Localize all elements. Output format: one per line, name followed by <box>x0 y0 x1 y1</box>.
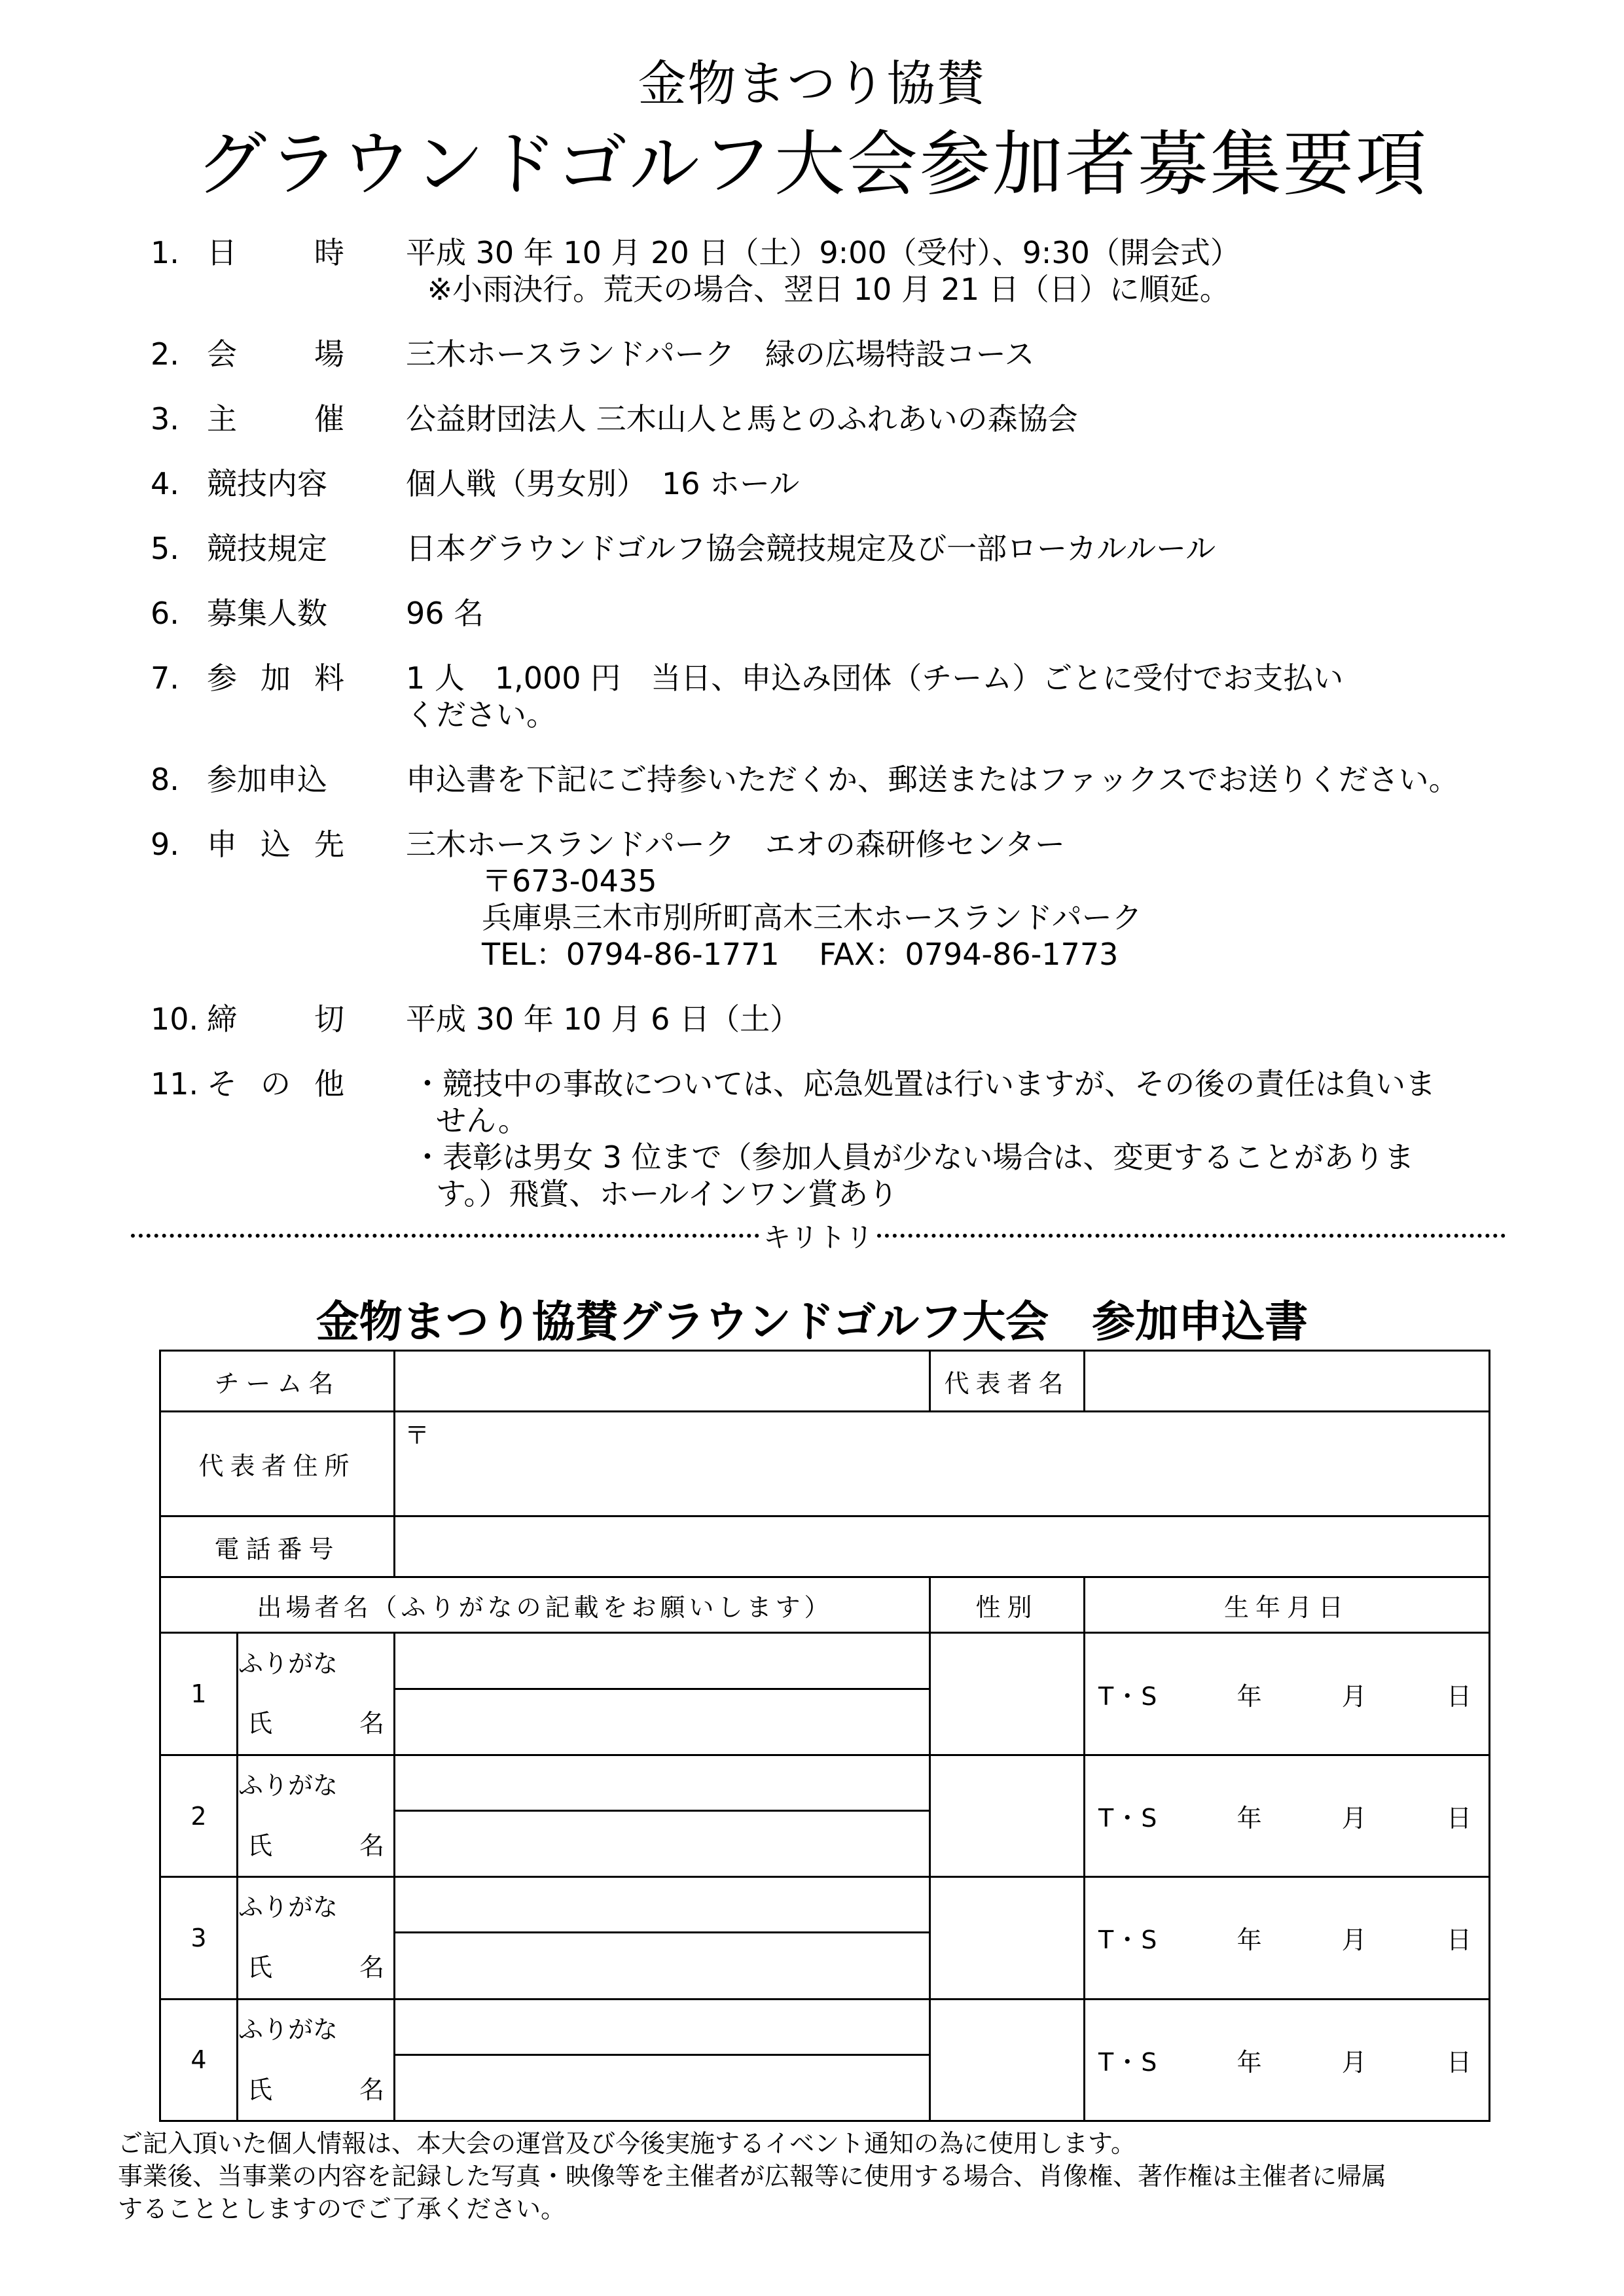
rep-address-label: 代表者住所 <box>160 1412 395 1516</box>
rep-name-field[interactable] <box>1085 1351 1490 1412</box>
name-field[interactable] <box>395 1689 930 1755</box>
form-title: 金物まつり協賛グラウンドゴルフ大会 参加申込書 <box>316 1297 1308 1347</box>
furigana-label: ふりがな <box>238 1999 395 2054</box>
participant-number: 1 <box>160 1633 238 1755</box>
privacy-notice <box>118 2127 1558 2225</box>
era-label: T・S <box>1098 2047 1159 2077</box>
item-number: 6. <box>151 596 179 631</box>
item-content: ・競技中の事故については、応急処置は行いますが、その後の責任は負いま せん。 ・表彰は男女 3 位まで（参加人員が少ない場合は、変更することがありま す。）飛賞、ホールインワン賞あり <box>412 1066 1436 1211</box>
name-field[interactable] <box>395 1933 930 1999</box>
cut-line-label: キリトリ <box>763 1221 874 1253</box>
name-label: 氏 名 <box>238 1933 395 1999</box>
item-label: 競技内容 <box>207 466 327 501</box>
furigana-field[interactable] <box>395 1633 930 1689</box>
day-label: 日 <box>1447 1681 1473 1711</box>
year-label: 年 <box>1236 1681 1263 1711</box>
year-label: 年 <box>1236 1926 1263 1955</box>
era-label: T・S <box>1098 1926 1159 1955</box>
furigana-field[interactable] <box>395 1755 930 1810</box>
item-label: そ の 他 <box>207 1066 344 1102</box>
cut-line <box>131 1216 1506 1255</box>
page-title: グラウンドゴルフ大会参加者募集要項 <box>196 124 1428 206</box>
item-content: 日本グラウンドゴルフ協会競技規定及び一部ローカルルール <box>406 531 1216 566</box>
guideline-item-competition <box>151 465 1558 502</box>
birth-date-field[interactable] <box>1085 1755 1490 1876</box>
name-field[interactable] <box>395 1810 930 1876</box>
item-label: 申 込 先 <box>207 827 344 862</box>
name-label: 氏 名 <box>238 1689 395 1755</box>
name-label: 氏 名 <box>238 2054 395 2121</box>
day-label: 日 <box>1447 1804 1473 1833</box>
item-label: 募集人数 <box>207 596 327 631</box>
item-number: 1. <box>151 235 179 270</box>
team-name-field[interactable] <box>395 1351 930 1412</box>
guideline-list <box>151 234 1558 1240</box>
guideline-item-fee <box>151 660 1558 733</box>
year-label: 年 <box>1236 1804 1263 1833</box>
item-number: 2. <box>151 336 179 372</box>
item-number: 11. <box>151 1066 199 1102</box>
participant-row <box>160 1999 1490 2054</box>
item-number: 7. <box>151 660 179 696</box>
furigana-field[interactable] <box>395 1999 930 2054</box>
privacy-notice-line: 事業後、当事業の内容を記録した写真・映像等を主催者が広報等に使用する場合、肖像権、著作権は主催者に帰属 <box>118 2162 1387 2191</box>
guideline-item-venue <box>151 336 1558 372</box>
item-content: 三木ホースランドパーク 緑の広場特設コース <box>406 336 1035 372</box>
guideline-item-other <box>151 1066 1558 1212</box>
postal-mark: 〒 <box>405 1421 430 1450</box>
item-label: 参加申込 <box>207 762 327 797</box>
item-number: 10. <box>151 1001 199 1037</box>
guideline-item-capacity <box>151 595 1558 632</box>
item-label: 主 催 <box>207 401 344 437</box>
guideline-item-rules <box>151 530 1558 567</box>
rep-name-label: 代表者名 <box>930 1351 1085 1412</box>
furigana-field[interactable] <box>395 1877 930 1933</box>
day-label: 日 <box>1447 2047 1473 2077</box>
participant-header: 出場者名（ふりがなの記載をお願いします） <box>160 1577 930 1633</box>
phone-field[interactable] <box>395 1516 1490 1577</box>
item-label: 会 場 <box>207 336 344 372</box>
guideline-item-contact <box>151 826 1558 973</box>
era-label: T・S <box>1098 1804 1159 1833</box>
month-label: 月 <box>1341 1681 1368 1711</box>
furigana-label: ふりがな <box>238 1633 395 1689</box>
guideline-item-date <box>151 234 1558 308</box>
item-label: 競技規定 <box>207 531 327 566</box>
item-number: 9. <box>151 827 179 862</box>
item-content: 公益財団法人 三木山人と馬とのふれあいの森協会 <box>406 401 1078 437</box>
item-number: 4. <box>151 466 179 501</box>
participant-row <box>160 1755 1490 1810</box>
gender-field[interactable] <box>930 1877 1085 1999</box>
month-label: 月 <box>1341 1804 1368 1833</box>
guideline-item-deadline <box>151 1001 1558 1037</box>
year-label: 年 <box>1236 2047 1263 2077</box>
participant-number: 3 <box>160 1877 238 1999</box>
item-label: 締 切 <box>207 1001 344 1037</box>
name-label: 氏 名 <box>238 1810 395 1876</box>
item-number: 3. <box>151 401 179 437</box>
item-content: 三木ホースランドパーク エオの森研修センター 〒673-0435 兵庫県三木市別所町高木三木ホースランドパーク TEL：0794-86-1771 FAX：0794-86-1773 <box>406 827 1142 972</box>
birth-header: 生年月日 <box>1085 1577 1490 1633</box>
furigana-label: ふりがな <box>238 1877 395 1933</box>
gender-field[interactable] <box>930 1633 1085 1755</box>
furigana-label: ふりがな <box>238 1755 395 1810</box>
month-label: 月 <box>1341 2047 1368 2077</box>
cut-line-dots-right <box>877 1234 1506 1238</box>
gender-field[interactable] <box>930 1999 1085 2121</box>
item-label: 参 加 料 <box>207 660 344 696</box>
item-content: 平成 30 年 10 月 20 日（土）9:00（受付）、9:30（開会式） ※小雨決行。荒天の場合、翌日 10 月 21 日（日）に順延。 <box>406 235 1240 307</box>
item-content: 1 人 1,000 円 当日、申込み団体（チーム）ごとに受付でお支払い ください。 <box>406 660 1344 732</box>
participant-number: 2 <box>160 1755 238 1876</box>
item-content: 申込書を下記にご持参いただくか、郵送またはファックスでお送りください。 <box>406 762 1459 797</box>
guideline-item-organizer <box>151 401 1558 437</box>
era-label: T・S <box>1098 1681 1159 1711</box>
page-subtitle: 金物まつり協賛 <box>638 56 986 112</box>
name-field[interactable] <box>395 2054 930 2121</box>
application-form <box>159 1350 1490 2122</box>
privacy-notice-line: ご記入頂いた個人情報は、本大会の運営及び今後実施するイベント通知の為に使用します。 <box>118 2129 1136 2158</box>
team-name-label: チーム名 <box>160 1351 395 1412</box>
item-content: 個人戦（男女別） 16 ホール <box>406 466 800 501</box>
birth-date-field[interactable] <box>1085 1633 1490 1755</box>
item-number: 8. <box>151 762 179 797</box>
item-number: 5. <box>151 531 179 566</box>
participant-row <box>160 1633 1490 1689</box>
cut-line-dots-left <box>131 1234 759 1238</box>
gender-header: 性別 <box>930 1577 1085 1633</box>
item-content: 96 名 <box>406 596 484 631</box>
participant-row <box>160 1877 1490 1933</box>
item-label: 日 時 <box>207 235 344 270</box>
birth-date-field[interactable] <box>1085 1877 1490 1999</box>
month-label: 月 <box>1341 1926 1368 1955</box>
item-content: 平成 30 年 10 月 6 日（土） <box>406 1001 801 1037</box>
rep-address-field[interactable] <box>395 1412 1490 1516</box>
privacy-notice-line: することとしますのでご了承ください。 <box>118 2195 566 2223</box>
participant-number: 4 <box>160 1999 238 2121</box>
day-label: 日 <box>1447 1926 1473 1955</box>
birth-date-field[interactable] <box>1085 1999 1490 2121</box>
gender-field[interactable] <box>930 1755 1085 1876</box>
phone-label: 電話番号 <box>160 1516 395 1577</box>
guideline-item-application <box>151 761 1558 798</box>
